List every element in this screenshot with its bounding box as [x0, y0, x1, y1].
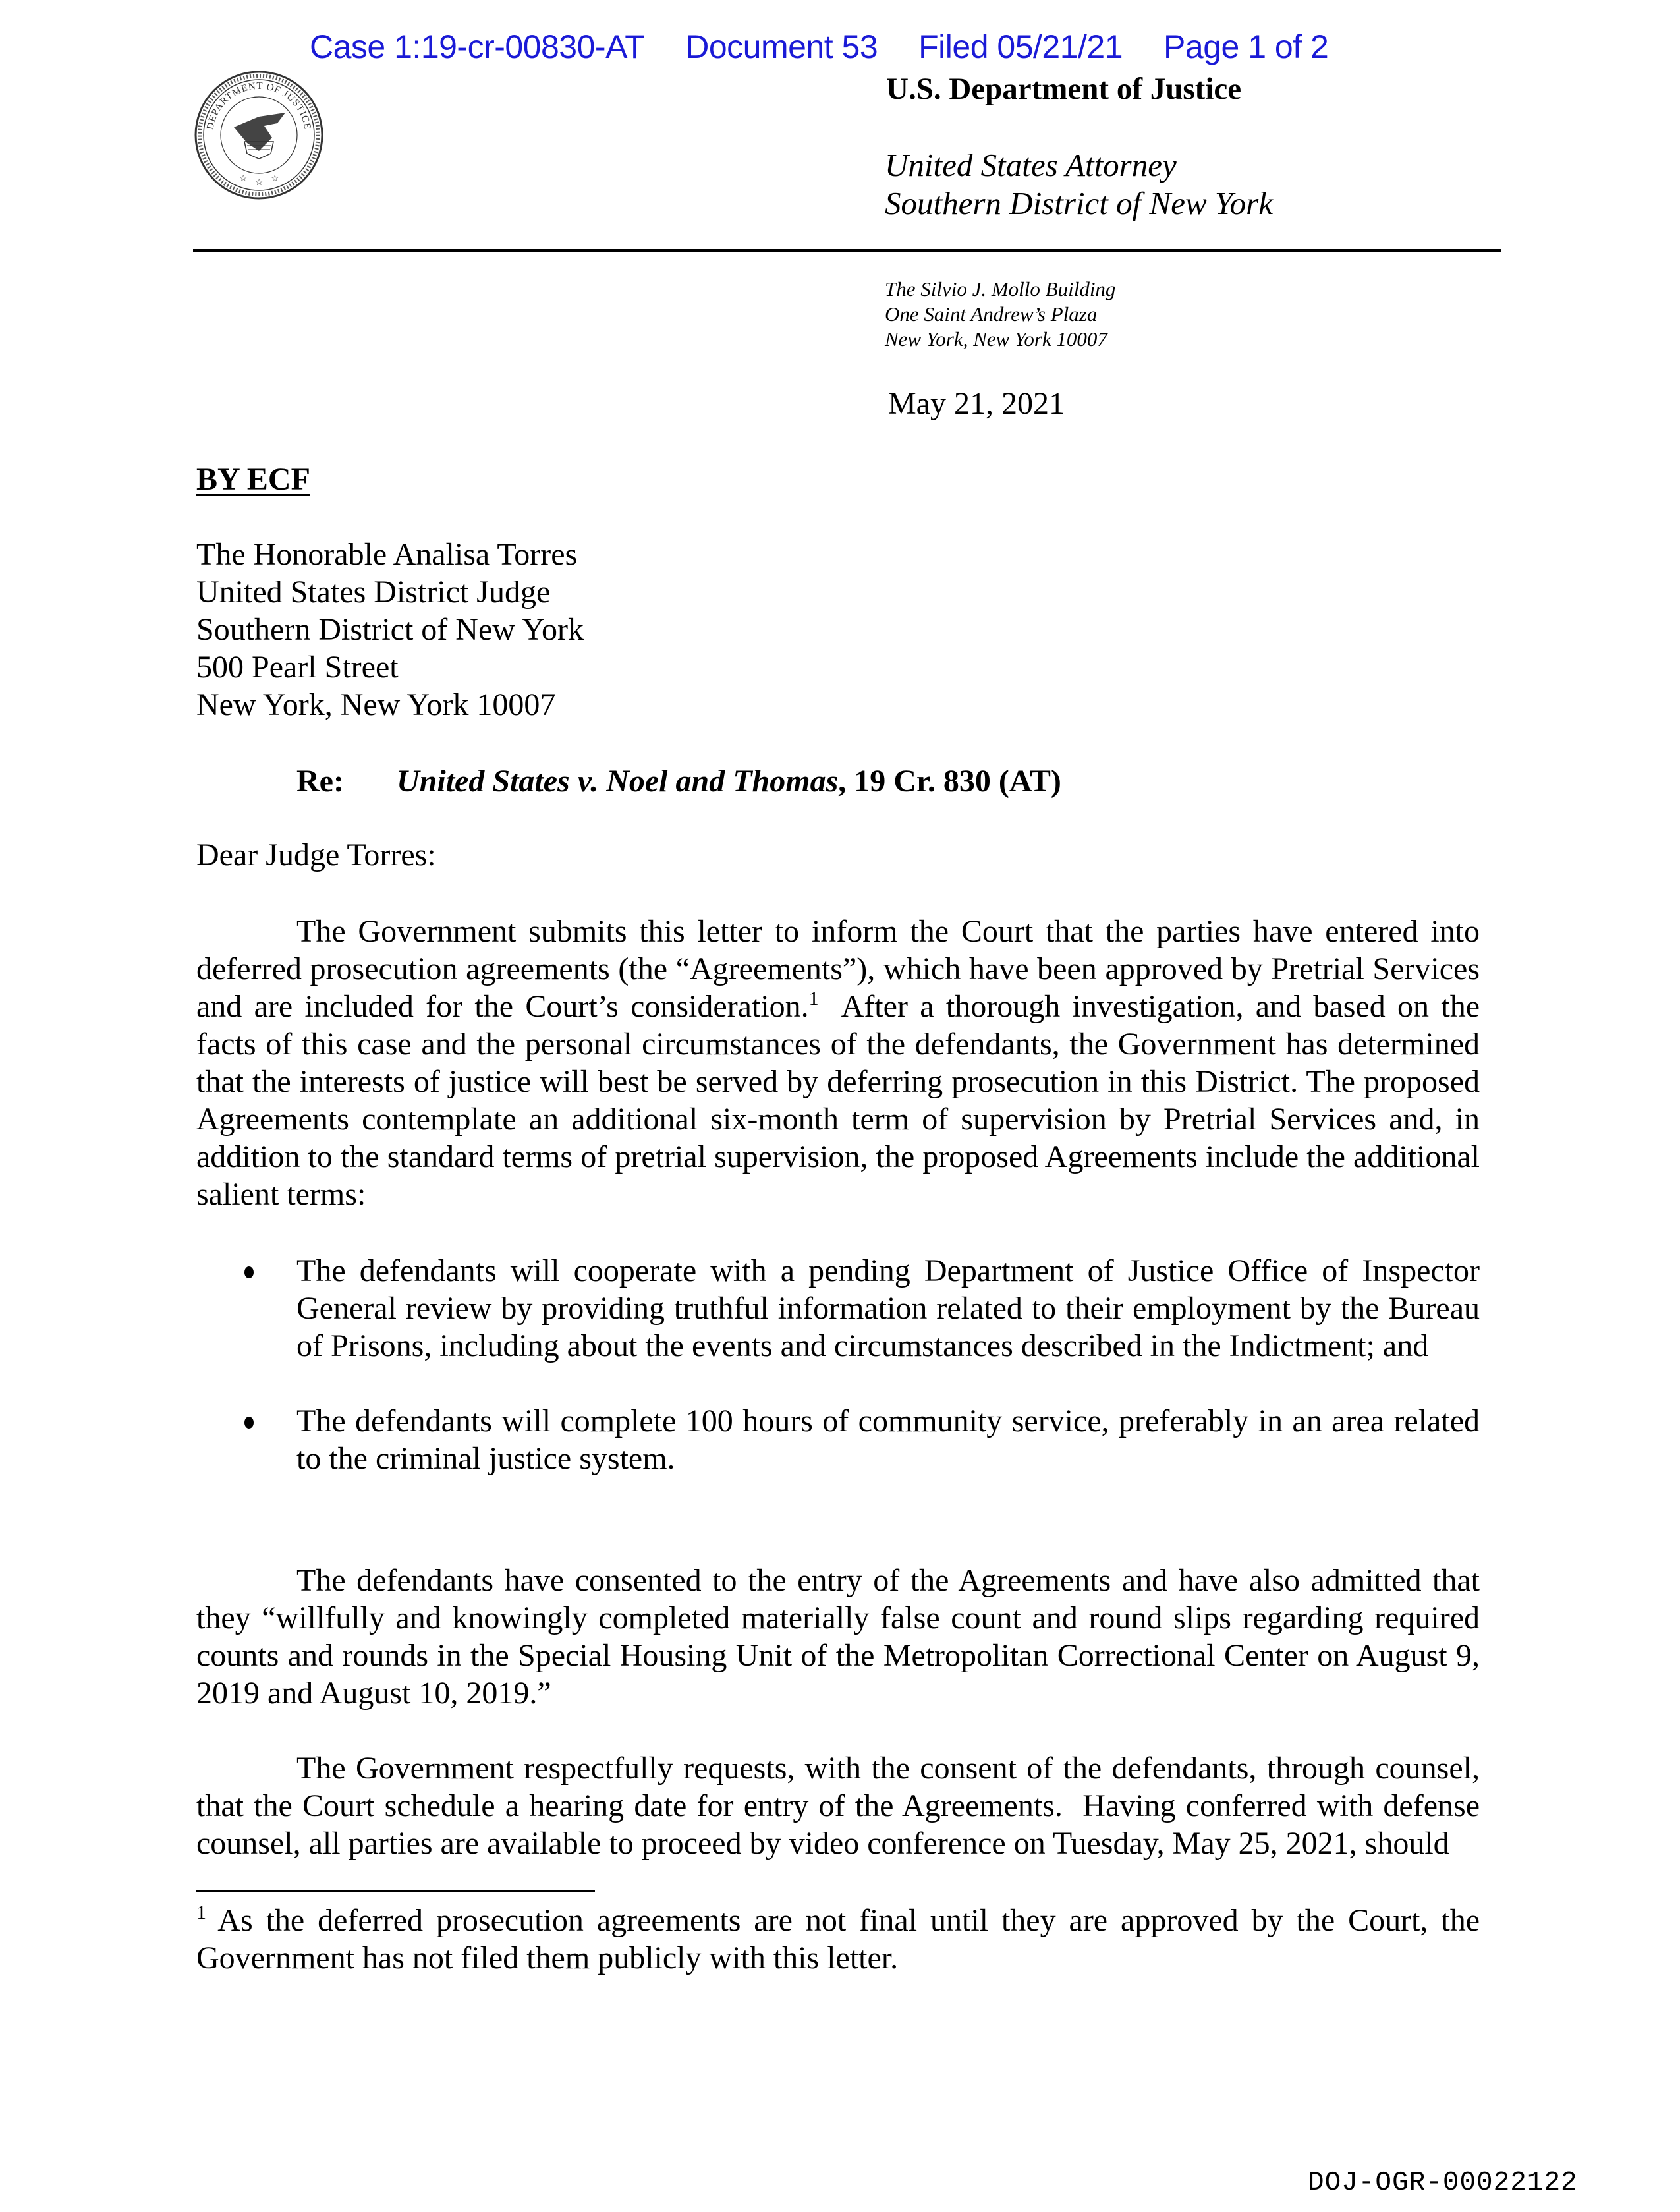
addressee-line: New York, New York 10007 [196, 687, 556, 722]
ecf-filing-stamp [310, 28, 1328, 66]
footnote [196, 1902, 1480, 1977]
list-item [196, 1402, 1480, 1477]
body-paragraph-2 [196, 1562, 1480, 1712]
paragraph-text: The Government respectfully requests, with the consent of the defendants, through counsel, that the Court schedule a hearing date for entry of the Agreements. Having conferred with defense counsel, all parties are available to proceed by video conference on Tuesday, May 25, 2021, should [196, 1751, 1480, 1861]
letter-date: May 21, 2021 [888, 386, 1065, 421]
address-line-1: The Silvio J. Mollo Building [885, 277, 1116, 300]
list-item [196, 1252, 1480, 1365]
svg-text:DEPARTMENT OF JUSTICE: DEPARTMENT OF JUSTICE [205, 80, 313, 131]
list-item-text: The defendants will cooperate with a pending Department of Justice Office of Inspector General review by providing truthful information related to their employment by the Bureau of Prisons, including about the events and circumstances described in the Indictment; and [296, 1253, 1480, 1363]
bullet-icon [244, 1417, 254, 1429]
page-count: Page 1 of 2 [1163, 28, 1329, 65]
office-line-1: United States Attorney [885, 147, 1177, 183]
paragraph-text: The Government submits this letter to inform the Court that the parties have entered into deferred prosecution agreements (the “Agreements”), which have been approved by Pretrial Services and are included for the Court’s consideration. [196, 914, 1480, 1024]
body-paragraph-1 [196, 913, 1480, 1213]
paragraph-text: After a thorough investigation, and based on the facts of this case and the personal circumstances of the defendants, the Government has determined that the interests of justice will best be served by deferring prosecution in this District. The proposed Agreements contemplate an additional six-month term of supervision by Pretrial Services and, in addition to the standard terms of pretrial supervision, the proposed Agreements include the additional salient terms: [196, 989, 1480, 1212]
footnote-divider [196, 1890, 595, 1892]
addressee-line: The Honorable Analisa Torres [196, 537, 578, 572]
address-line-3: New York, New York 10007 [885, 327, 1107, 351]
addressee-line: Southern District of New York [196, 612, 584, 647]
addressee-block [196, 536, 584, 723]
salutation: Dear Judge Torres: [196, 837, 436, 872]
office-address [885, 277, 1115, 352]
case-name: United States v. Noel and Thomas [397, 764, 839, 799]
footnote-number: 1 [196, 1902, 206, 1923]
office-line-2: Southern District of New York [885, 185, 1273, 221]
addressee-line: 500 Pearl Street [196, 650, 399, 685]
case-docket: , 19 Cr. 830 (AT) [838, 764, 1061, 799]
doj-seal-icon [193, 69, 325, 201]
addressee-line: United States District Judge [196, 575, 551, 610]
delivery-method: BY ECF [196, 462, 310, 497]
department-name: U.S. Department of Justice [886, 72, 1242, 106]
address-line-2: One Saint Andrew’s Plaza [885, 302, 1098, 326]
svg-text:☆: ☆ [255, 178, 264, 188]
case-number: Case 1:19-cr-00830-AT [310, 28, 645, 65]
bullet-icon [244, 1266, 254, 1278]
filed-date: Filed 05/21/21 [918, 28, 1123, 65]
svg-text:☆: ☆ [271, 174, 279, 184]
terms-list [196, 1252, 1480, 1515]
svg-text:☆: ☆ [239, 174, 248, 184]
bates-number: DOJ-OGR-00022122 [1308, 2168, 1578, 2198]
office-name [885, 146, 1273, 223]
letterhead-divider [193, 249, 1501, 252]
subject-line [296, 763, 1061, 799]
footnote-text: As the deferred prosecution agreements are not final until they are approved by the Court, the Government has not filed them publicly with this letter. [196, 1903, 1480, 1975]
footnote-reference: 1 [808, 988, 819, 1009]
list-item-text: The defendants will complete 100 hours of community service, preferably in an area related to the criminal justice system. [296, 1404, 1480, 1476]
document-number: Document 53 [685, 28, 878, 65]
re-label: Re: [296, 764, 344, 799]
body-paragraph-3 [196, 1749, 1480, 1862]
paragraph-text: The defendants have consented to the entry of the Agreements and have also admitted that they “willfully and knowingly completed materially false count and round slips regarding required counts and rounds in the Special Housing Unit of the Metropolitan Correctional Center on August 9, 2019 and August 10, 2019.” [196, 1563, 1480, 1711]
